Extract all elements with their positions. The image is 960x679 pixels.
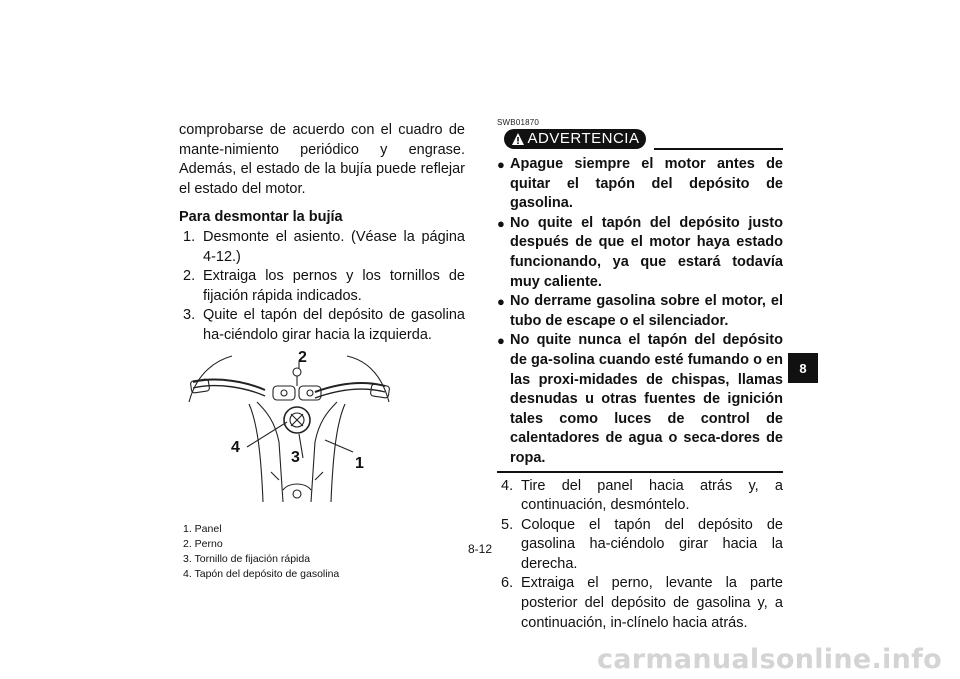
left-steps-list — [179, 228, 465, 346]
callout-2: 2 — [298, 348, 307, 366]
warning-end-rule — [497, 471, 783, 473]
step-number: 3. — [183, 307, 196, 324]
step-text: Extraiga el perno, levante la parte posterior del depósito de gasolina y, a continuación, in-clínelo hacia atrás. — [521, 575, 783, 631]
step-text: Desmonte el asiento. (Véase la página 4-12.) — [203, 228, 465, 265]
bullet-icon: ● — [497, 294, 505, 310]
step-number: 4. — [501, 477, 514, 494]
warning-code: SWB01870 — [497, 118, 540, 127]
warning-text: Apague siempre el motor antes de quitar el tapón del depósito de gasolina. — [510, 156, 783, 212]
step-text: Tire del panel hacia atrás y, a continuación, desmóntelo. — [521, 477, 783, 514]
step-text: Extraiga los pernos y los tornillos de fijación rápida indicados. — [203, 268, 465, 304]
warning-list — [497, 155, 783, 469]
list-item — [497, 292, 783, 331]
chapter-tab: 8 — [788, 353, 818, 383]
bullet-icon: ● — [497, 157, 505, 172]
caption-item: 4. Tapón del depósito de gasolina — [183, 567, 340, 580]
callout-4: 4 — [231, 438, 240, 456]
list-item — [497, 214, 783, 292]
list-item — [497, 155, 783, 214]
list-item — [497, 477, 783, 516]
handlebar-drawing — [187, 352, 391, 510]
step-number: 5. — [501, 516, 514, 533]
warning-text: No quite el tapón del depósito justo después de que el motor haya estado funcionando, ya que estará todavía muy caliente. — [510, 214, 783, 290]
step-number: 2. — [183, 268, 196, 285]
list-item — [179, 228, 465, 267]
bullet-icon: ● — [497, 215, 505, 231]
left-column — [179, 121, 465, 582]
step-text: Quite el tapón del depósito de gasolina ha-ciéndolo girar hacia la izquierda. — [203, 307, 465, 343]
step-number: 6. — [501, 575, 514, 592]
warning-header — [497, 129, 783, 149]
caption-item: 1. Panel — [183, 522, 222, 535]
callout-3: 3 — [291, 448, 300, 466]
list-item — [497, 331, 783, 468]
section-heading: Para desmontar la bujía — [179, 209, 343, 226]
caption-item: 3. Tornillo de fijación rápida — [183, 552, 311, 565]
warning-badge — [504, 129, 646, 149]
warning-triangle-icon — [511, 132, 525, 146]
caption-item: 2. Perno — [183, 537, 223, 550]
warning-label: ADVERTENCIA — [527, 130, 640, 147]
list-item — [497, 574, 783, 633]
bullet-icon: ● — [497, 333, 505, 349]
warning-text: No quite nunca el tapón del depósito de ga-solina cuando esté fumando o en las proxi-midades de chispas, llamas desnudas u otras fuentes de ignición tales como luces de control de calentadores de agua o seca-dores de ropa. — [510, 332, 783, 466]
warning-rule — [654, 148, 783, 150]
fuel-cap-illustration — [187, 348, 391, 510]
list-item — [179, 306, 465, 345]
warning-text: No derrame gasolina sobre el motor, el tubo de escape o el silenciador. — [510, 293, 783, 329]
step-number: 1. — [183, 228, 196, 245]
callout-1: 1 — [355, 454, 364, 472]
watermark: carmanualsonline.info — [596, 644, 942, 675]
intro-paragraph: comprobarse de acuerdo con el cuadro de mante-nimiento periódico y engrase. Además, el estado de la bujía puede reflejar el estado del motor. — [179, 122, 465, 197]
list-item — [179, 267, 465, 306]
step-text: Coloque el tapón del depósito de gasolina ha-ciéndolo girar hacia la derecha. — [521, 516, 783, 572]
page-number: 8-12 — [467, 542, 493, 556]
